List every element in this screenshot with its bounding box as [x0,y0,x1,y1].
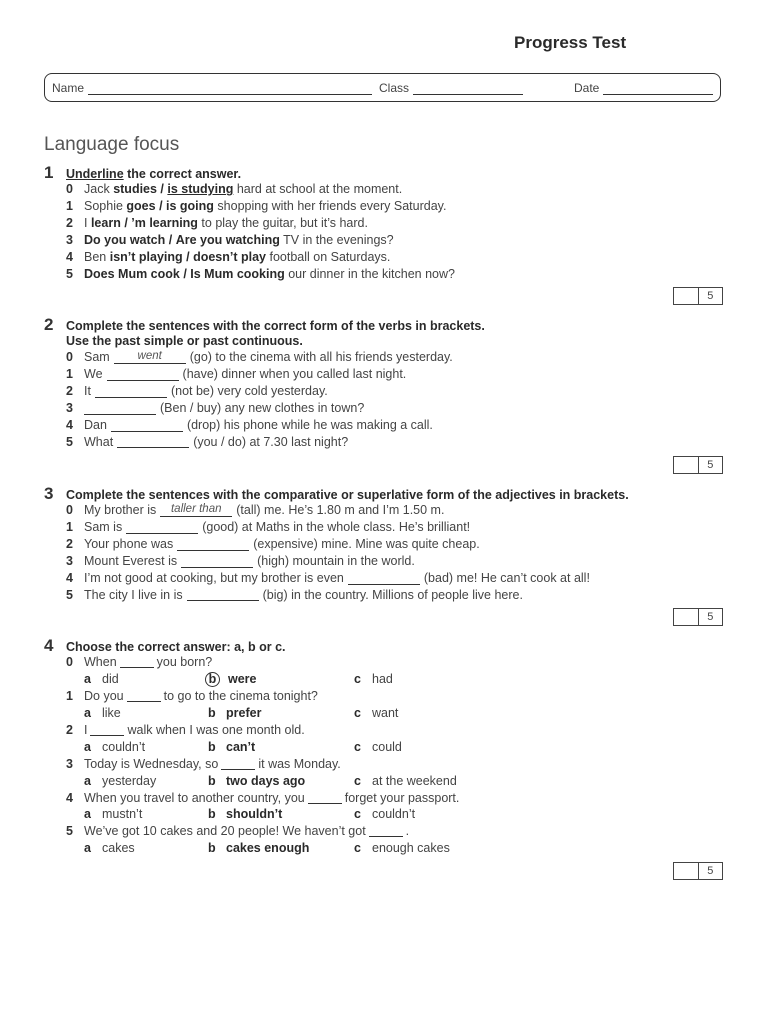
options-row [84,840,734,857]
question-row: 2 Your phone was (expensive) mine. Mine was quite cheap. [66,537,480,552]
exercise-instruction: Complete the sentences with the comparative or superlative form of the adjectives in brackets. [66,488,629,502]
option-c[interactable]: c could [354,739,402,754]
date-field[interactable] [574,81,713,95]
options-row [84,806,734,823]
date-label: Date [574,81,600,95]
exercise-number: 1 [44,163,54,182]
question-row: 3 Mount Everest is (high) mountain in the world. [66,554,415,569]
option-a[interactable]: a mustn’t [84,807,143,822]
option-c[interactable]: c enough cakes [354,841,450,856]
question-row: 4 Dan (drop) his phone while he was making a call. [66,418,433,432]
option[interactable]: Are you watching [175,233,280,248]
score-input-cell[interactable] [674,863,698,879]
score-box[interactable] [673,287,723,305]
answer-blank[interactable] [126,521,198,534]
question-row: 1 We (have) dinner when you called last night. [66,367,407,382]
question-gap [120,656,154,668]
option[interactable]: studies [113,182,157,197]
option-a[interactable]: a yesterday [84,773,157,788]
question-row: 5 The city I live in is (big) in the country. Millions of people live here. [66,587,523,602]
student-info-box [44,73,721,102]
answer-blank[interactable] [177,538,249,551]
options-row [84,738,734,755]
score-box[interactable] [673,608,723,626]
option[interactable]: learn [90,216,121,231]
question-row: 0 Sam went (go) to the cinema with all his friends yesterday. [66,349,453,365]
question-row: 2 I walk when I was one month old. [66,723,305,737]
question-row: 5 We’ve got 10 cakes and 20 people! We haven’t got . [66,824,410,839]
score-total: 5 [698,609,723,625]
score-input-cell[interactable] [674,609,698,625]
question-gap [90,724,124,736]
option-c[interactable]: c at the weekend [354,773,457,788]
question-row: 0 My brother is taller than (tall) me. He’s 1.80 m and I’m 1.50 m. [66,502,445,518]
exercise-number: 3 [44,484,54,503]
class-label: Class [379,81,410,95]
question-row: 3 (Ben / buy) any new clothes in town? [66,401,365,416]
options-row [84,705,734,722]
question-row: 5 What (you / do) at 7.30 last night? [66,434,349,449]
question-row: 0 Jack studies / is studying hard at school at the moment. [66,182,403,197]
question-row: 1 Sam is (good) at Maths in the whole class. He’s brilliant! [66,520,471,535]
option-c[interactable]: c had [354,672,393,687]
question-row: 2 I learn / ’m learning to play the guitar, but it’s hard. [66,216,368,231]
option[interactable]: isn’t playing [109,250,183,264]
question-row: 1 Do you to go to the cinema tonight? [66,689,318,704]
option[interactable]: doesn’t play [193,250,267,264]
question-gap [127,690,161,702]
exercise-number: 2 [44,315,54,334]
question-row: 4 Ben isn’t playing / doesn’t play football on Saturdays. [66,250,391,264]
option-a[interactable]: a did [84,672,119,687]
score-input-cell[interactable] [674,457,698,473]
question-row: 3 Today is Wednesday, so it was Monday. [66,756,341,771]
option[interactable]: ’m learning [131,216,198,231]
question-row: 5 Does Mum cook / Is Mum cooking our dinner in the kitchen now? [66,266,455,281]
exercise-1 [44,164,734,282]
option[interactable]: goes [126,199,156,214]
question-row: 4 When you travel to another country, you forget your passport. [66,790,460,805]
exercise-2 [44,316,734,450]
date-line[interactable] [603,82,713,95]
name-field[interactable] [52,81,372,95]
option-b[interactable]: b shouldn’t [208,807,283,822]
option-a[interactable]: a couldn’t [84,739,146,754]
option[interactable]: Do you watch [84,233,166,248]
option-a[interactable]: a like [84,706,121,721]
circled-answer-mark: b [205,672,220,687]
option-c[interactable]: c want [354,706,399,721]
answer-blank[interactable] [187,588,259,601]
option-b[interactable]: b cakes enough [208,841,310,856]
answer-blank[interactable] [84,402,156,415]
score-total: 5 [698,863,723,879]
name-line[interactable] [88,82,372,95]
section-title: Language focus [44,134,180,155]
answer-blank[interactable] [181,555,253,568]
option-c[interactable]: c couldn’t [354,807,416,822]
question-row: 2 It (not be) very cold yesterday. [66,384,328,399]
option-b[interactable]: b can’t [208,739,256,754]
option-b[interactable]: b two days ago [208,773,306,788]
option-a[interactable]: a cakes [84,841,135,856]
question-row: 4 I’m not good at cooking, but my brother is even (bad) me! He can’t cook at all! [66,571,590,585]
class-field[interactable] [379,81,523,95]
answer-blank[interactable] [117,435,189,448]
score-total: 5 [698,288,723,304]
option[interactable]: is studying [167,182,234,197]
exercise-instruction: Complete the sentences with the correct form of the verbs in brackets. [66,319,485,333]
exercise-instruction-line-2: Use the past simple or past continuous. [66,334,303,348]
score-box[interactable] [673,862,723,880]
option[interactable]: Is Mum cooking [190,266,285,281]
class-line[interactable] [413,82,523,95]
options-row [84,671,734,688]
exercise-instruction: Underline the correct answer. [66,167,242,181]
question-gap [308,792,342,804]
name-label: Name [52,81,85,95]
option-b[interactable]: b prefer [208,706,262,721]
exercise-3 [44,485,734,603]
question-gap [369,825,403,837]
answer-blank[interactable] [107,368,179,381]
score-input-cell[interactable] [674,288,698,304]
answer-blank[interactable] [111,419,183,432]
question-gap [221,758,255,770]
question-row: 0 When you born? [66,655,213,670]
exercise-instruction: Choose the correct answer: a, b or c. [66,640,286,654]
option[interactable]: is going [166,199,214,214]
question-row: 3 Do you watch / Are you watching TV in the evenings? [66,233,394,248]
answer-blank[interactable] [95,385,167,398]
score-total: 5 [698,457,723,473]
exercise-number: 4 [44,636,54,655]
answer-blank[interactable] [348,572,420,585]
option[interactable]: Does Mum cook [84,266,180,281]
answer-blank[interactable]: went [114,351,186,364]
score-box[interactable] [673,456,723,474]
answer-blank[interactable]: taller than [160,504,232,517]
options-row [84,772,734,789]
question-row: 1 Sophie goes / is going shopping with her friends every Saturday. [66,199,447,214]
option-b[interactable]: b were [208,672,354,687]
page-title: Progress Test [514,33,627,52]
exercise-4 [44,637,734,857]
